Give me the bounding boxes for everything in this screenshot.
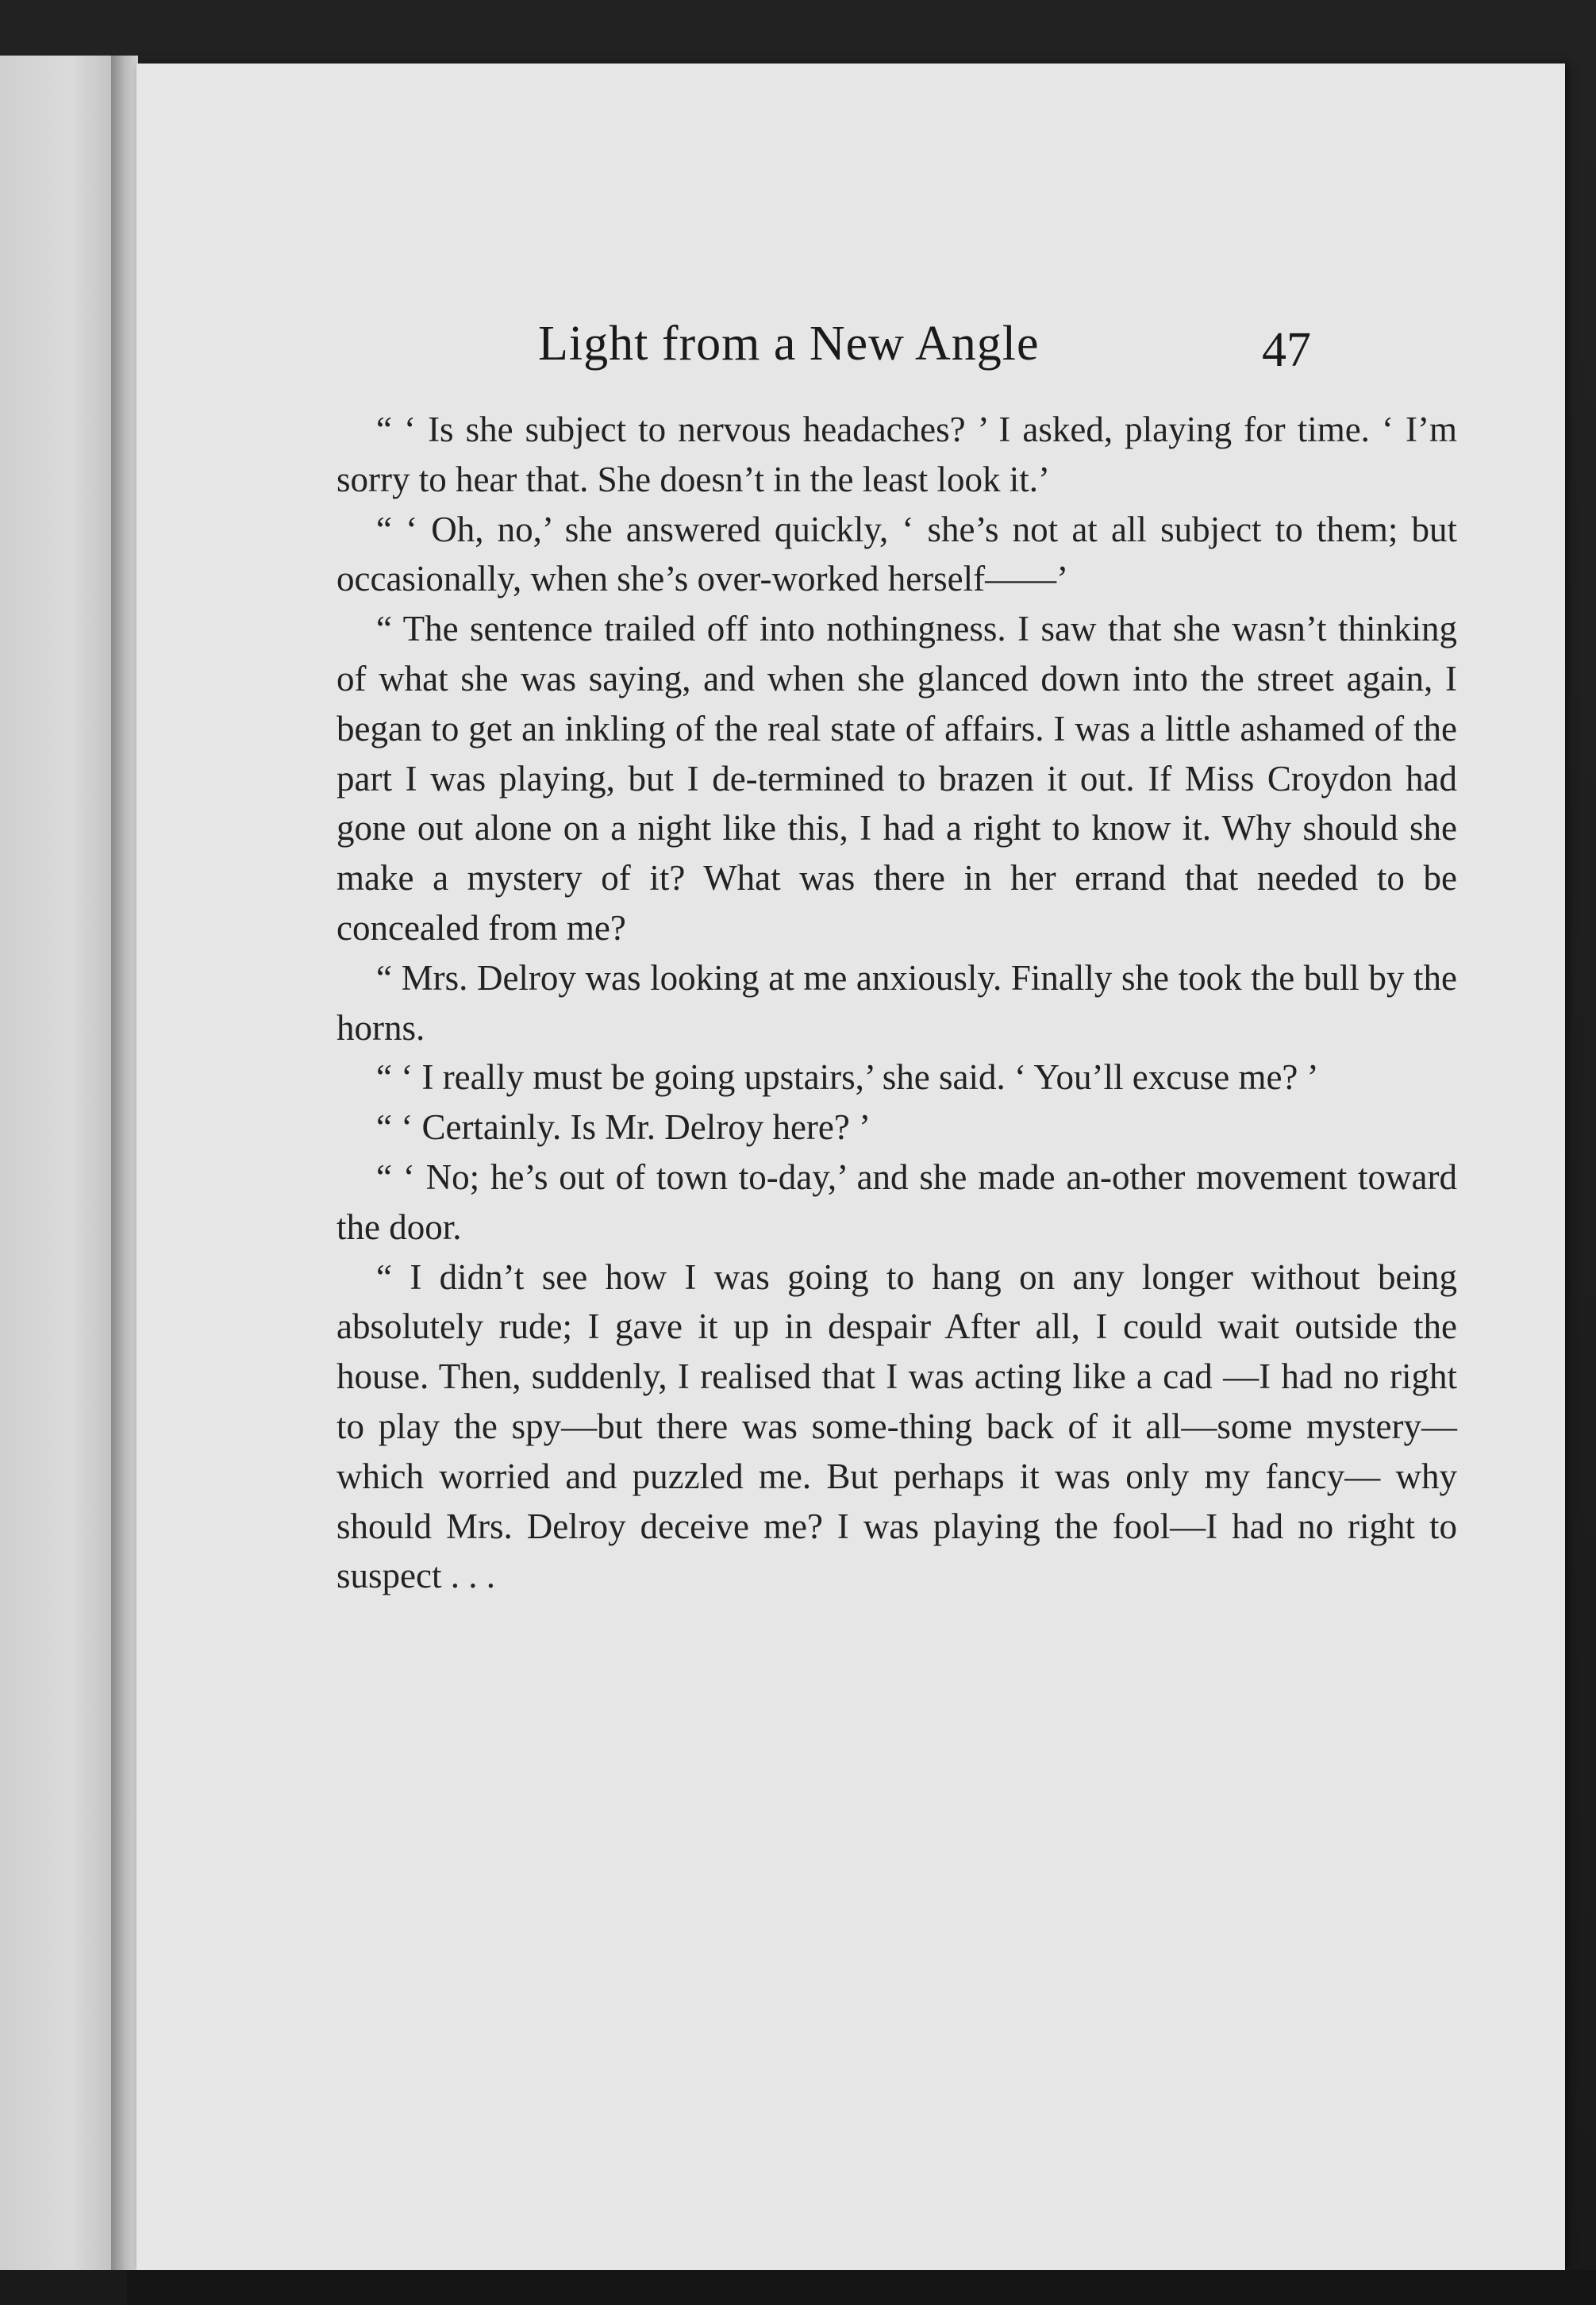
running-head: [137, 254, 1565, 377]
paragraph: “ I didn’t see how I was going to hang on any longer without being absolutely rude; I gave it up in despair After all, I could wait outside the house. Then, suddenly, I realised that I was acting like a cad —I had no right to play the spy—but there was some-thing back of it all—some mystery—which worried and puzzled me. But perhaps it was only my fancy— why should Mrs. Delroy deceive me? I was playing the fool—I had no right to suspect . . .: [337, 1256, 1457, 1596]
body-text: [337, 405, 1457, 1601]
paragraph: “ ‘ Is she subject to nervous headaches? ’ I asked, playing for time. ‘ I’m sorry to hear that. She doesn’t in the least look it.’: [337, 410, 1457, 499]
paragraph: “ ‘ Oh, no,’ she answered quickly, ‘ she’s not at all subject to them; but occasionally, when she’s over-worked herself——’: [337, 509, 1457, 599]
paragraph: “ ‘ No; he’s out of town to-day,’ and she made an-other movement toward the door.: [337, 1156, 1457, 1247]
paragraph: “ ‘ Certainly. Is Mr. Delroy here? ’: [376, 1107, 871, 1148]
facing-page-edge: [0, 56, 119, 2270]
gutter-shadow: [111, 56, 138, 2270]
page-number: 47: [1262, 323, 1311, 377]
paragraph: “ Mrs. Delroy was looking at me anxiously. Finally she took the bull by the horns.: [337, 957, 1457, 1048]
book-page: [137, 63, 1565, 2270]
running-title: Light from a New Angle: [538, 317, 1040, 371]
paragraph: “ ‘ I really must be going upstairs,’ she said. ‘ You’ll excuse me? ’: [376, 1057, 1319, 1098]
scan-bottom-edge: [127, 2270, 1596, 2305]
paragraph: “ The sentence trailed off into nothingness. I saw that she wasn’t thinking of what she was saying, and when she glanced down into the street again, I began to get an inkling of the real state of affairs. I was a little ashamed of the part I was playing, but I de-termined to brazen it out. If Miss Croydon had gone out alone on a night like this, I had a right to know it. Why should she make a mystery of it? What was there in her errand that needed to be concealed from me?: [337, 609, 1457, 948]
